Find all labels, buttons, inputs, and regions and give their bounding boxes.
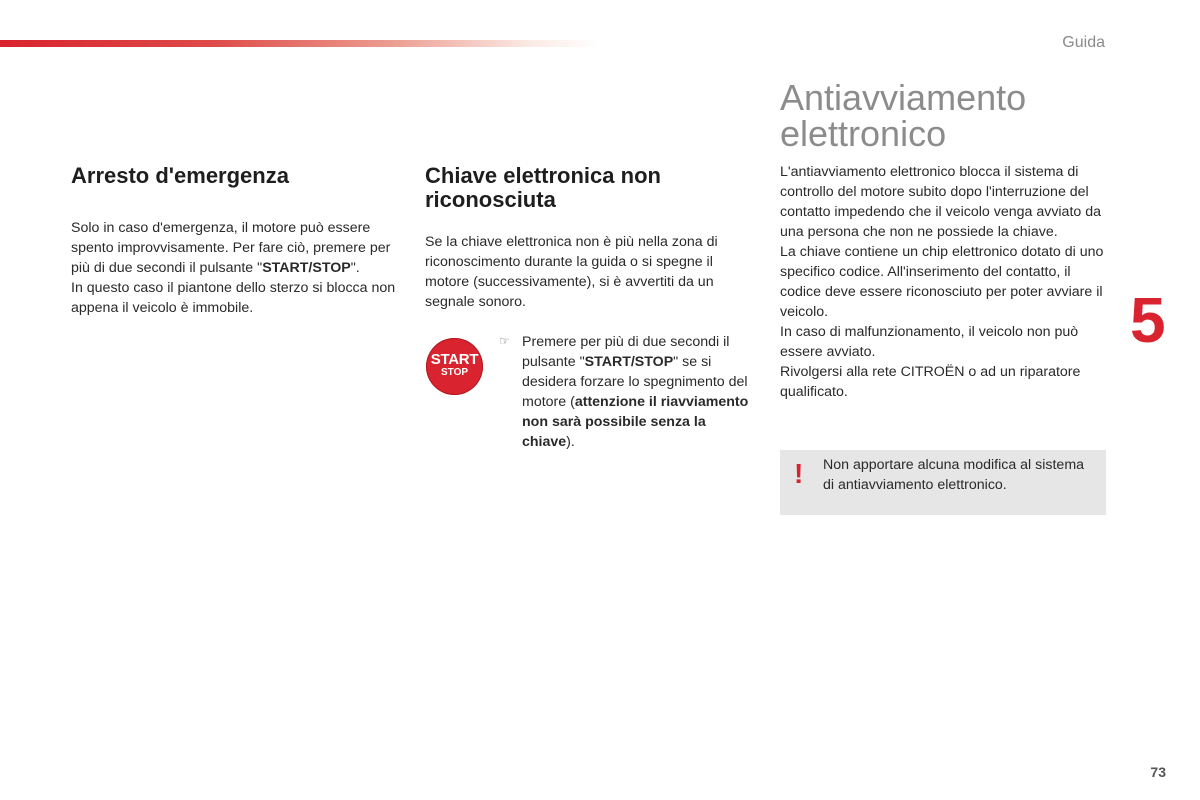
start-stop-icon-bottom-text: STOP (440, 367, 469, 378)
immobilizer-body (780, 162, 1110, 402)
immobilizer-title: Antiavviamento elettronico (780, 77, 1027, 154)
emergency-stop-body (71, 218, 406, 318)
immobilizer-section (780, 77, 1110, 402)
immobilizer-paragraph-2: La chiave contiene un chip elettronico dotato di uno specifico codice. All'inserimento del contatto, il codice deve essere riconosciuto per poter avviare il veicolo. (780, 244, 1104, 320)
header-accent-bar (0, 40, 600, 47)
key-not-recognized-section (425, 160, 755, 452)
exclamation-icon: ! (794, 458, 804, 489)
key-not-recognized-body (425, 232, 755, 312)
emergency-stop-paragraph-2: In questo caso il piantone dello sterzo si blocca non appena il veicolo è immobile. (71, 280, 396, 316)
key-not-recognized-title: Chiave elettronica non riconosciuta (425, 163, 661, 212)
emergency-stop-paragraph-1: Solo in caso d'emergenza, il motore può essere spento improvvisamente. Per fare ciò, premere per più di due secondi il pulsante "START/STOP". (71, 220, 391, 276)
finger-pointer-icon: ☞ (499, 334, 510, 348)
warning-text: Non apportare alcuna modifica al sistema di antiavviamento elettronico. (823, 457, 1085, 493)
instruction-block (425, 332, 755, 452)
key-not-recognized-paragraph: Se la chiave elettronica non è più nella zona di riconoscimento durante la guida o si spegne il motore (successivamente), si è avvertiti da un segnale sonoro. (425, 234, 718, 310)
warning-box (780, 450, 1106, 515)
start-stop-label: START/STOP (262, 260, 351, 276)
chapter-number: 5 (1130, 284, 1166, 356)
start-stop-icon-top-text: START (430, 351, 479, 368)
emergency-stop-section (71, 160, 406, 318)
start-stop-button-icon (426, 338, 483, 395)
immobilizer-paragraph-1: L'antiavviamento elettronico blocca il sistema di controllo del motore subito dopo l'interruzione del contatto impedendo che il veicolo venga avviato da una persona che non ne possiede la chiave. (780, 164, 1102, 240)
immobilizer-paragraph-3: In caso di malfunzionamento, il veicolo non può essere avviato. (780, 324, 1079, 360)
immobilizer-paragraph-4: Rivolgersi alla rete CITROËN o ad un riparatore qualificato. (780, 364, 1081, 400)
section-label: Guida (1062, 34, 1105, 51)
instruction-text: Premere per più di due secondi il pulsante "START/STOP" se si desidera forzare lo spegnimento del motore (attenzione il riavviamento non sarà possibile senza la chiave). (522, 334, 749, 450)
emergency-stop-title: Arresto d'emergenza (71, 163, 289, 188)
page-number: 73 (1150, 764, 1166, 780)
